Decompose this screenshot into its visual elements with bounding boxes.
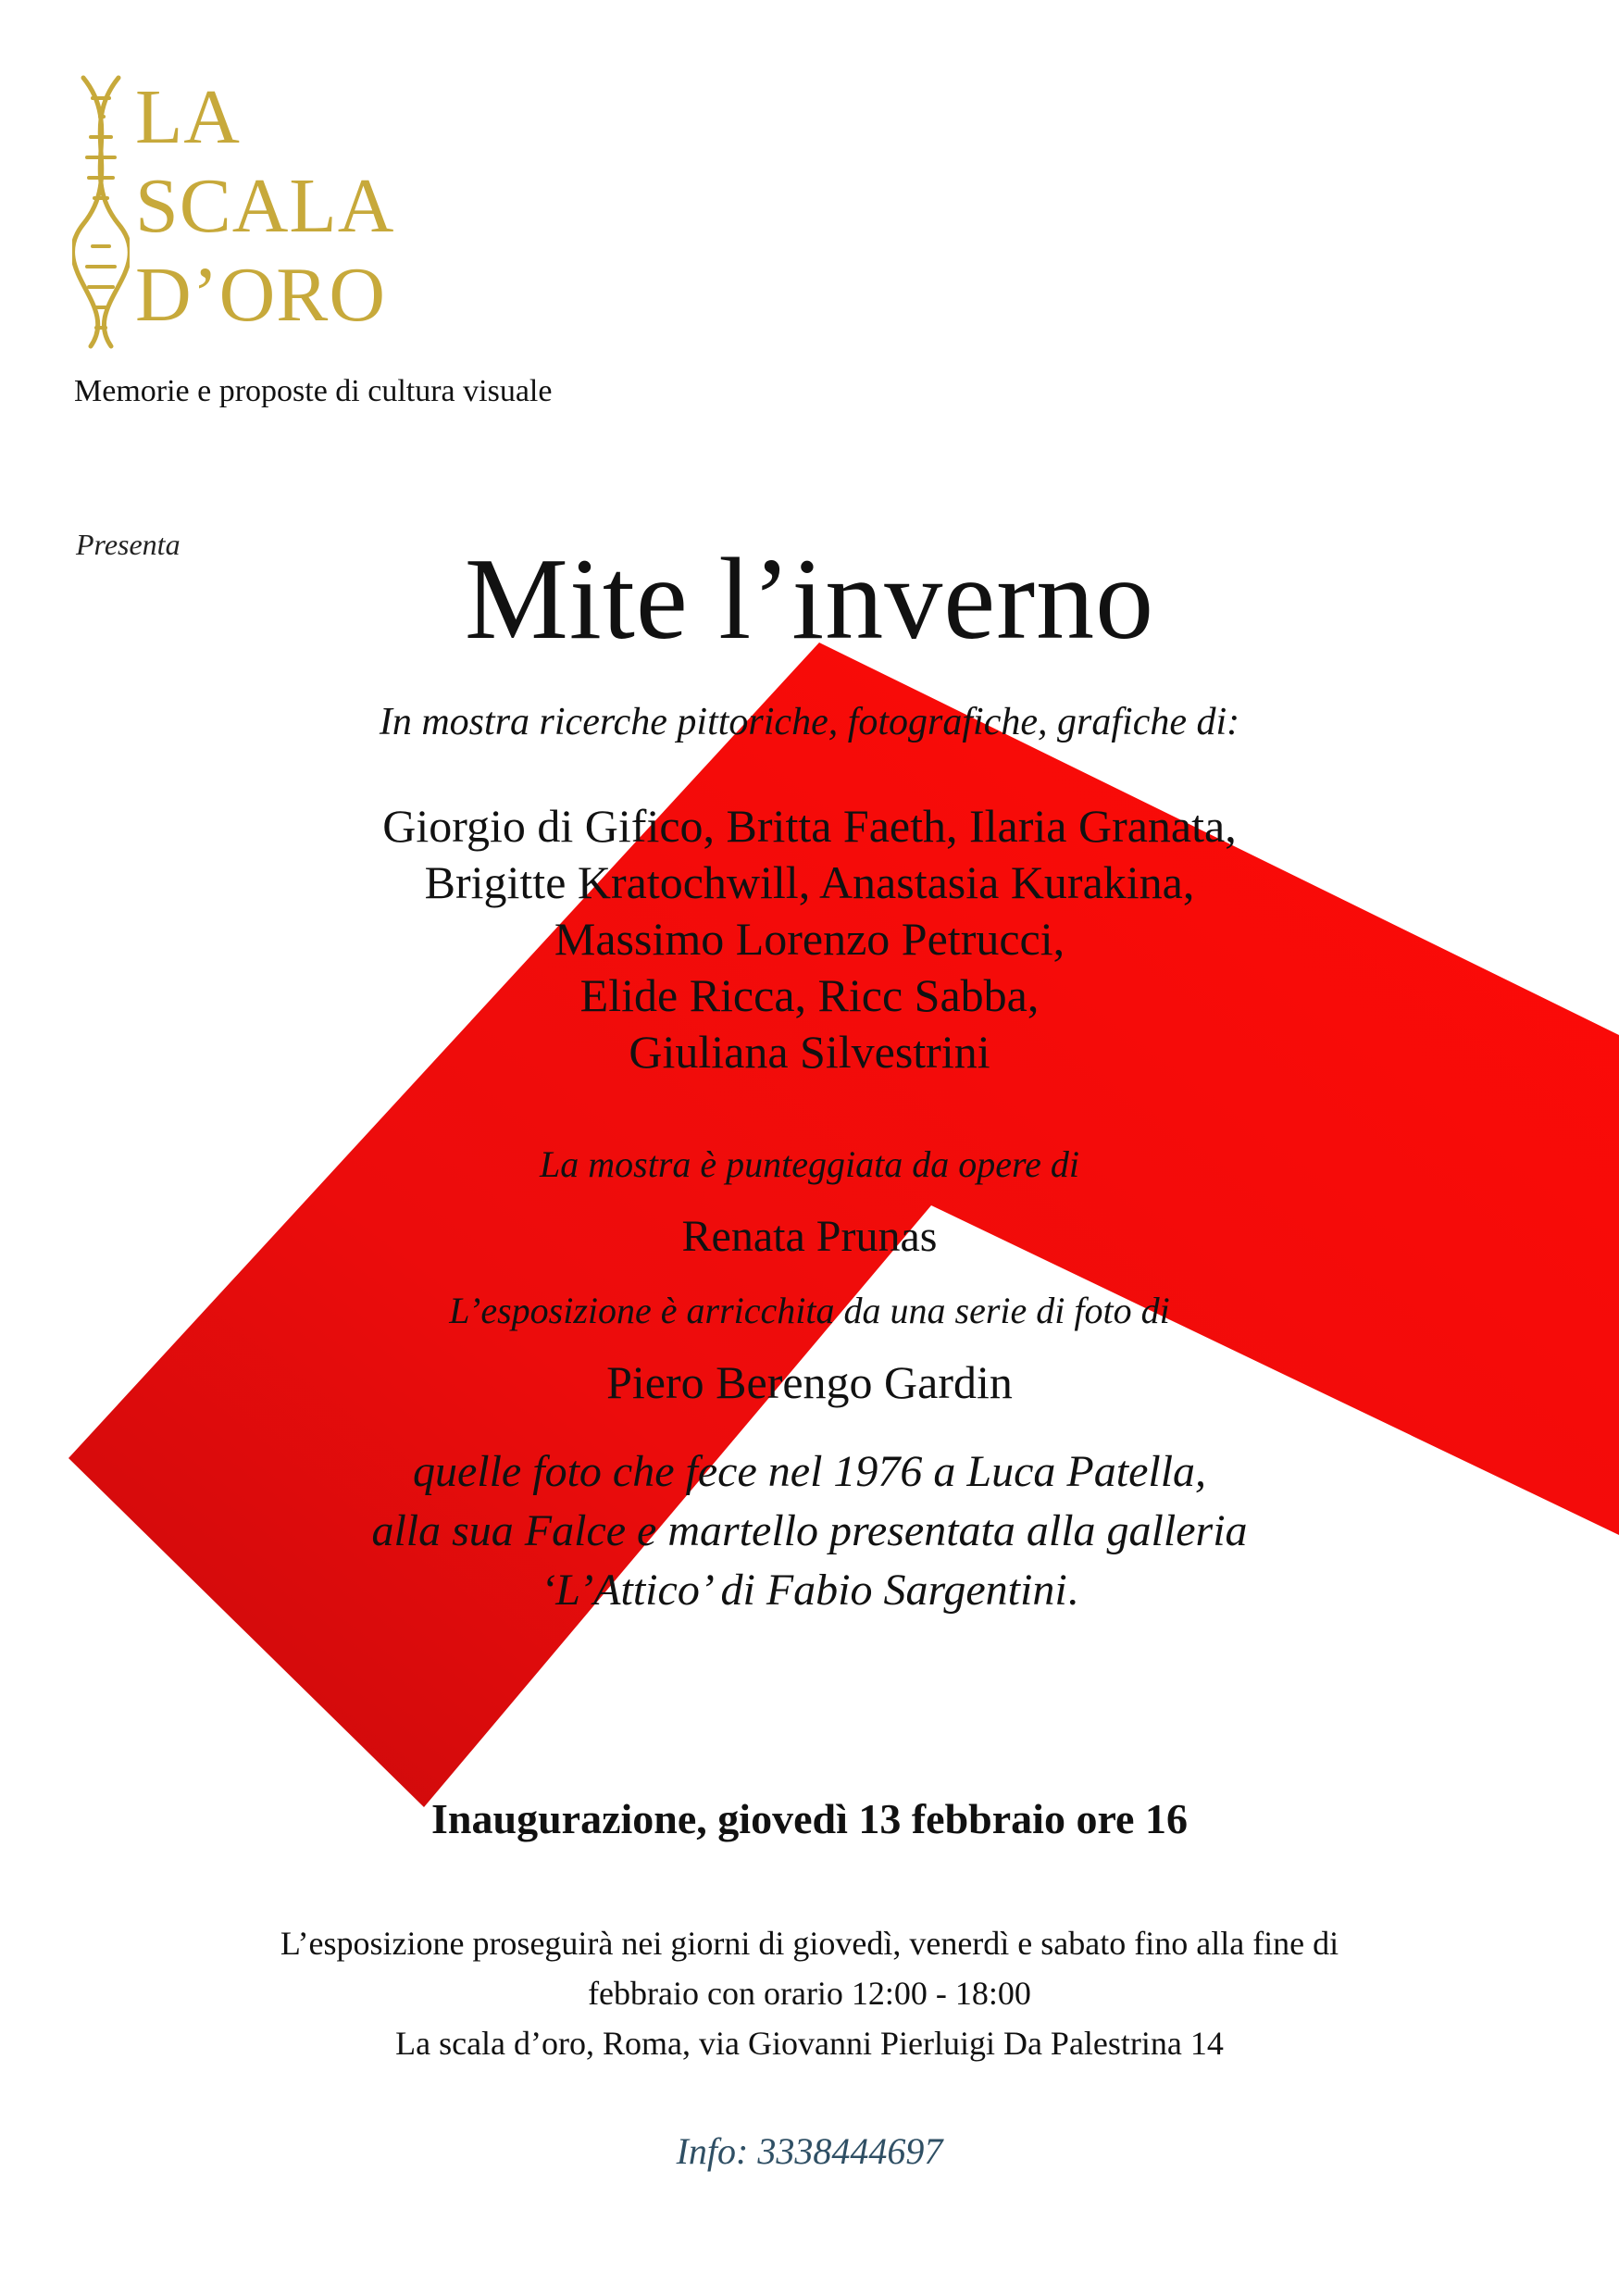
works-note: La mostra è punteggiata da opere di xyxy=(540,1143,1079,1185)
info-phone: Info: 3338444697 xyxy=(676,2130,943,2172)
exhibition-title: Mite l’inverno xyxy=(464,535,1155,664)
photos-note: L’esposizione è arricchita da una serie di foto di xyxy=(449,1290,1170,1331)
gallery-reference: ‘L’Attico’ di Fabio Sargentini xyxy=(541,1566,1067,1615)
logo-text-line-3: D’ORO xyxy=(135,252,386,338)
dna-helix-icon xyxy=(72,72,130,350)
exhibition-details xyxy=(0,1918,1619,2068)
exhibition-subtitle: In mostra ricerche pittoriche, fotografiche, grafiche di: xyxy=(379,701,1240,743)
photographer-name: Piero Berengo Gardin xyxy=(606,1356,1013,1408)
photo-description xyxy=(0,1442,1619,1620)
venue-address: La scala d’oro, Roma, via Giovanni Pierluigi Da Palestrina 14 xyxy=(395,2025,1224,2062)
logo xyxy=(72,72,461,350)
artist-line: Elide Ricca, Ricc Sabba, xyxy=(579,969,1040,1021)
photo-description-line: quelle foto che fece nel 1976 a Luca Patella, xyxy=(412,1447,1207,1496)
sentence-end: . xyxy=(1066,1566,1078,1615)
logo-text-line-2: SCALA xyxy=(135,163,395,249)
details-line: febbraio con orario 12:00 - 18:00 xyxy=(588,1975,1031,2012)
artist-list xyxy=(0,798,1619,1080)
presenta-label: Presenta xyxy=(76,528,181,561)
artist-line: Giorgio di Gifico, Britta Faeth, Ilaria Granata, xyxy=(382,800,1237,852)
inauguration-date: Inaugurazione, giovedì 13 febbraio ore 16 xyxy=(431,1795,1188,1842)
artist-line: Giuliana Silvestrini xyxy=(629,1026,990,1078)
details-line: L’esposizione proseguirà nei giorni di giovedì, venerdì e sabato fino alla fine di xyxy=(280,1925,1339,1962)
tagline: Memorie e proposte di cultura visuale xyxy=(74,374,553,408)
featured-artist: Renata Prunas xyxy=(681,1212,938,1261)
artist-line: Brigitte Kratochwill, Anastasia Kurakina, xyxy=(424,856,1195,908)
photo-description-line: alla sua Falce e martello presentata alla galleria xyxy=(371,1506,1248,1555)
logo-text-line-1: LA xyxy=(135,74,241,160)
artist-line: Massimo Lorenzo Petrucci, xyxy=(554,913,1065,965)
photo-description-line xyxy=(0,1561,1619,1620)
